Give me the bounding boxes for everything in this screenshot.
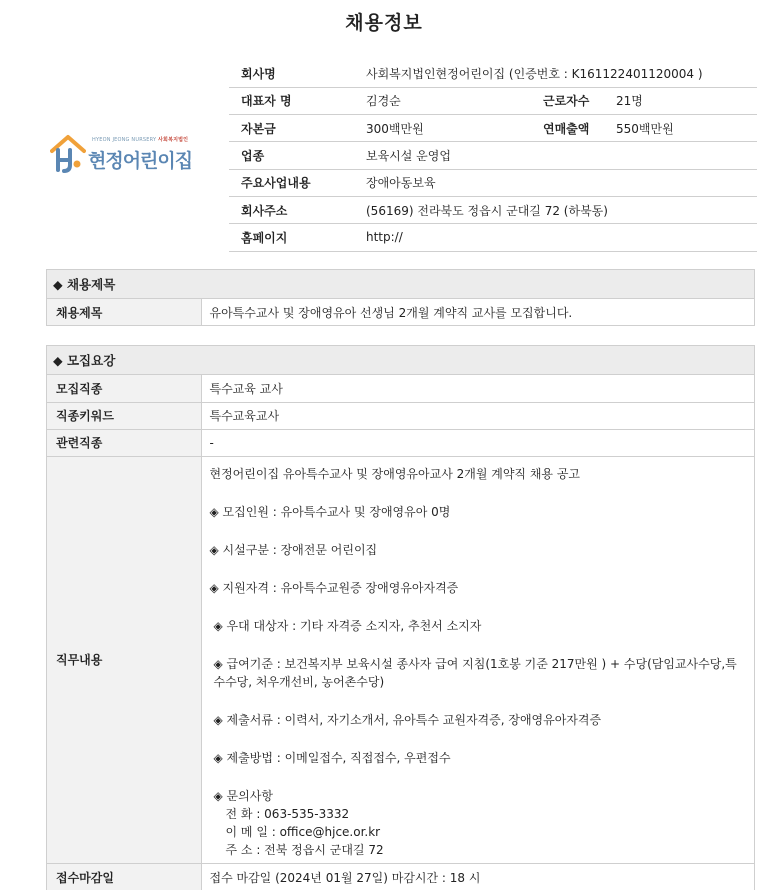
recruit-title-section xyxy=(46,269,755,326)
company-row-capital xyxy=(229,115,757,142)
deadline-row xyxy=(47,863,754,890)
job-type-value: 특수교육 교사 xyxy=(201,375,754,402)
workers-value: 21명 xyxy=(612,87,757,114)
deadline-value: 접수 마감일 (2024년 01월 27일) 마감시간 : 18 시 xyxy=(201,863,754,890)
ceo-label: 대표자 명 xyxy=(229,87,362,114)
company-name-value: 사회복지법인현정어린이집 (인증번호 : K161122401120004 ) xyxy=(362,60,757,87)
company-row-business xyxy=(229,169,757,196)
recruit-title-header: ◆ 채용제목 xyxy=(47,270,754,299)
company-row-industry xyxy=(229,142,757,169)
logo-name: 현정어린이집 xyxy=(88,150,193,172)
recruit-title-table xyxy=(47,299,754,325)
company-row-address xyxy=(229,196,757,223)
deadline-label: 접수마감일 xyxy=(47,863,201,890)
contact-address: 주 소 : 전북 정읍시 군대길 72 xyxy=(225,842,384,857)
duties-label: 직무내용 xyxy=(47,456,201,863)
address-label: 회사주소 xyxy=(229,196,362,223)
duties-line: ◈ 지원자격 : 유아특수교원증 장애영유아자격증 xyxy=(209,580,459,595)
duties-line: ◈ 제출방법 : 이메일접수, 직접접수, 우편접수 xyxy=(213,750,451,765)
related-row xyxy=(47,429,754,456)
business-label: 주요사업내용 xyxy=(229,169,362,196)
workers-label: 근로자수 xyxy=(531,87,612,114)
duties-line: ◈ 급여기준 : 보건복지부 보육시설 종사자 급여 지침(1호봉 기준 217만원 ) + 수당(담임교사수당,특수수당, 처우개선비, 농어촌수당) xyxy=(213,656,737,689)
logo-subtitle: HYEON JEONG NURSERY 사회복지법인 xyxy=(92,137,189,143)
duties-line: ◈ 문의사항 xyxy=(213,788,273,803)
homepage-link[interactable]: http:// xyxy=(362,224,757,251)
contact-phone: 전 화 : 063-535-3332 xyxy=(225,806,350,821)
duties-line: ◈ 모집인원 : 유아특수교사 및 장애영유아 0명 xyxy=(209,504,451,519)
company-row-name xyxy=(229,60,757,87)
page-title: 채용정보 xyxy=(345,12,423,34)
duties-row xyxy=(47,456,754,863)
duties-content xyxy=(201,456,754,863)
duties-line: ◈ 우대 대상자 : 기타 자격증 소지자, 추천서 소지자 xyxy=(213,618,482,633)
sales-value: 550백만원 xyxy=(612,115,757,142)
requirements-header: ◆ 모집요강 xyxy=(47,346,754,375)
requirements-section xyxy=(46,345,755,890)
company-info-table xyxy=(229,60,757,252)
business-value: 장애아동보육 xyxy=(362,169,757,196)
duties-line: ◈ 제출서류 : 이력서, 자기소개서, 유아특수 교원자격증, 장애영유아자격증 xyxy=(213,712,602,727)
company-logo xyxy=(50,132,210,182)
keyword-row xyxy=(47,402,754,429)
recruit-title-row xyxy=(47,299,754,325)
keyword-value: 특수교육교사 xyxy=(201,402,754,429)
company-row-ceo xyxy=(229,87,757,114)
job-type-label: 모집직종 xyxy=(47,375,201,402)
recruit-title-label: 채용제목 xyxy=(47,299,201,325)
industry-label: 업종 xyxy=(229,142,362,169)
related-label: 관련직종 xyxy=(47,429,201,456)
house-logo-icon xyxy=(50,134,86,174)
job-type-row xyxy=(47,375,754,402)
keyword-label: 직종키워드 xyxy=(47,402,201,429)
duties-line: 현정어린이집 유아특수교사 및 장애영유아교사 2개월 계약직 채용 공고 xyxy=(209,466,581,481)
ceo-value: 김경순 xyxy=(362,87,531,114)
related-value: - xyxy=(201,429,754,456)
requirements-table xyxy=(47,375,754,890)
recruit-title-value: 유아특수교사 및 장애영유아 선생님 2개월 계약직 교사를 모집합니다. xyxy=(209,305,573,320)
duties-line: ◈ 시설구분 : 장애전문 어린이집 xyxy=(209,542,378,557)
capital-label: 자본금 xyxy=(229,115,362,142)
company-name-label: 회사명 xyxy=(229,60,362,87)
sales-label: 연매출액 xyxy=(531,115,612,142)
industry-value: 보육시설 운영업 xyxy=(362,142,757,169)
contact-email: 이 메 일 : office@hjce.or.kr xyxy=(225,824,381,839)
address-value: (56169) 전라북도 정읍시 군대길 72 (하북동) xyxy=(362,196,757,223)
capital-value: 300백만원 xyxy=(362,115,531,142)
company-row-homepage xyxy=(229,224,757,251)
homepage-label: 홈페이지 xyxy=(229,224,362,251)
